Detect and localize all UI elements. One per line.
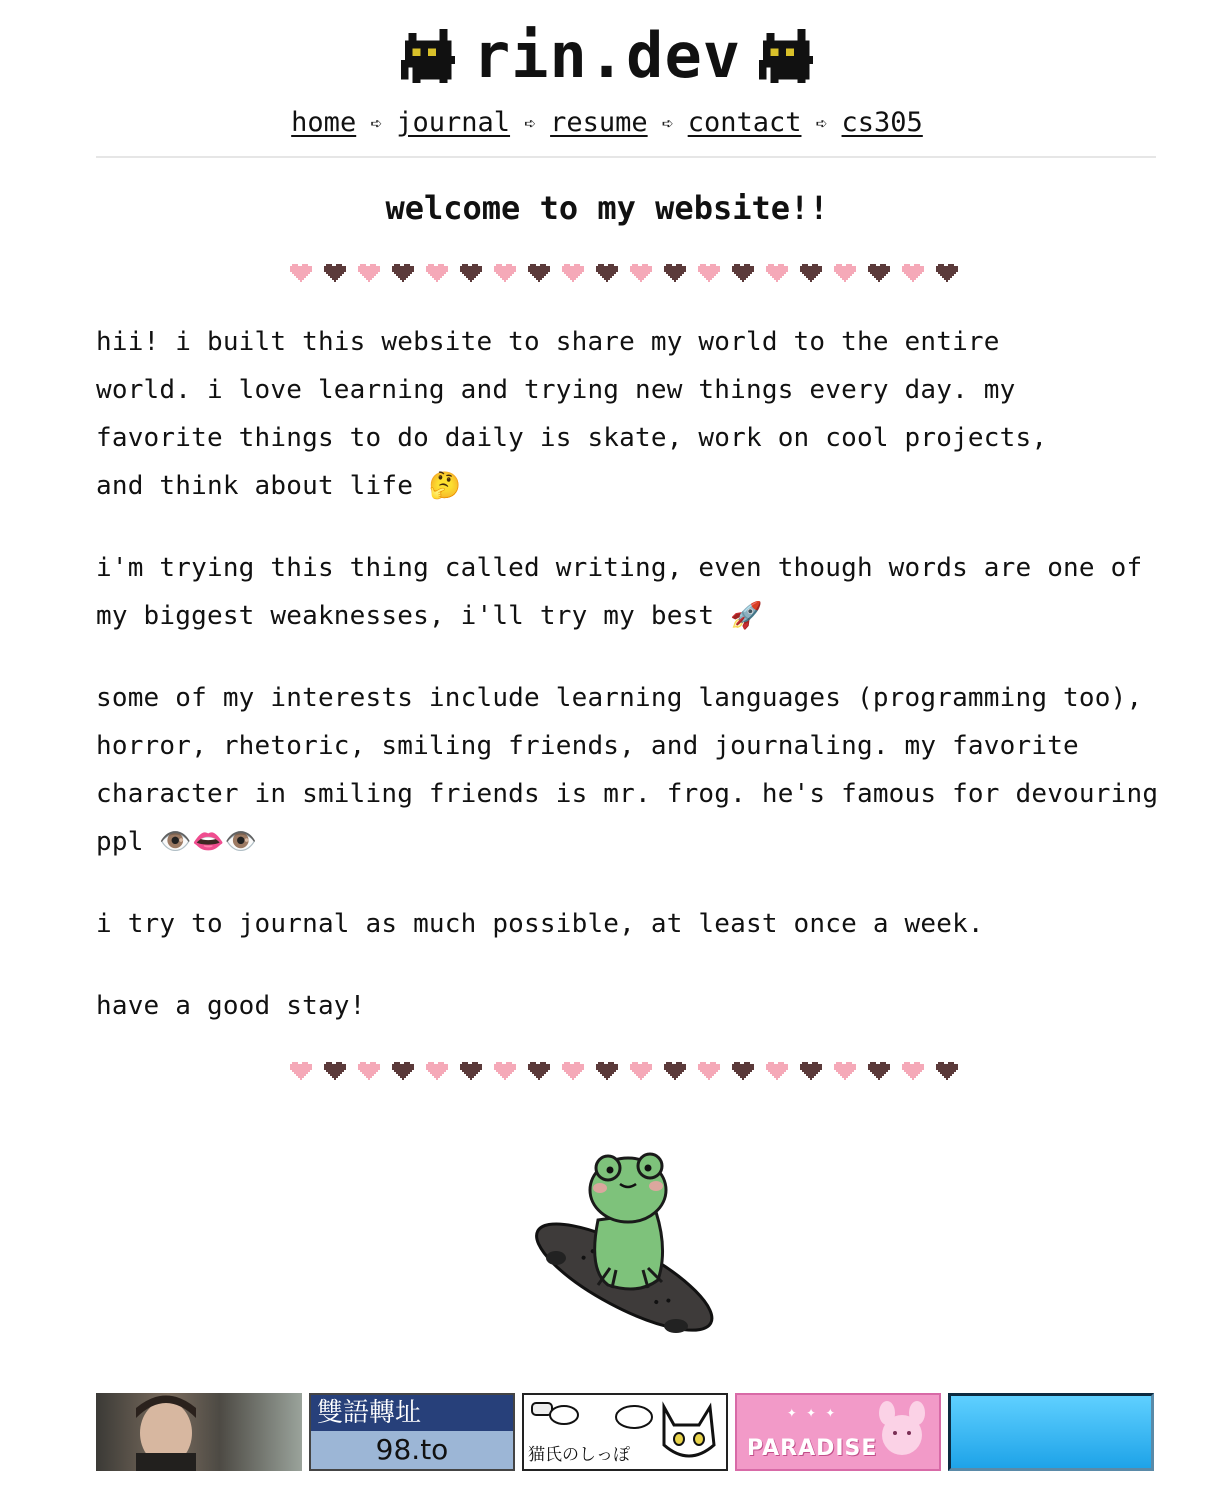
pixel-heart-icon (426, 1062, 448, 1082)
pixel-heart-icon (426, 264, 448, 284)
pixel-heart-icon (562, 264, 584, 284)
pixel-heart-icon (732, 264, 754, 284)
nav-resume-link[interactable]: resume (550, 107, 648, 138)
pixel-heart-icon (392, 1062, 414, 1082)
frog-skateboard-image (528, 1150, 728, 1335)
nav-separator-icon: ➪ (524, 111, 537, 135)
intro-paragraph: some of my interests include learning languages (programming too), horror, rhetoric, smiling friends, and journaling. my favorite character in smiling friends is mr. frog. he's famous for devouring ppl 👁️👄👁️ (96, 683, 1159, 857)
pixel-heart-icon (460, 264, 482, 284)
pixel-heart-icon (562, 1062, 584, 1082)
badge-paradise-caption: PARADISE (747, 1436, 878, 1461)
pixel-heart-icon (868, 1062, 890, 1082)
pixel-heart-icon (800, 264, 822, 284)
pixel-heart-icon (290, 264, 312, 284)
pixel-heart-icon (528, 264, 550, 284)
pixel-heart-icon (698, 1062, 720, 1082)
main-nav (0, 106, 1214, 140)
pixel-heart-icon (902, 1062, 924, 1082)
intro-content (96, 318, 1166, 1064)
header-divider (96, 156, 1156, 158)
pixel-heart-icon (834, 264, 856, 284)
pixel-heart-icon (528, 1062, 550, 1082)
black-cat-icon (397, 25, 459, 87)
badge-buttons-row (96, 1393, 1156, 1473)
pixel-heart-icon (358, 1062, 380, 1082)
pixel-heart-icon (494, 264, 516, 284)
nav-separator-icon: ➪ (661, 111, 674, 135)
pixel-heart-icon (392, 264, 414, 284)
site-header (0, 18, 1214, 94)
pixel-heart-icon (698, 264, 720, 284)
site-title: rin.dev (472, 19, 742, 92)
nav-home-link[interactable]: home (291, 107, 357, 138)
pixel-heart-icon (630, 1062, 652, 1082)
black-cat-icon (755, 25, 817, 87)
pixel-heart-icon (460, 1062, 482, 1082)
pixel-heart-icon (596, 264, 618, 284)
badge-98to-bottom-text: 98.to (375, 1433, 449, 1466)
intro-paragraph: i'm trying this thing called writing, even though words are one of my biggest weaknesses, i'll try my best 🚀 (96, 553, 1143, 631)
pixel-heart-icon (868, 264, 890, 284)
nav-cs305-link[interactable]: cs305 (841, 107, 923, 138)
pixel-heart-icon (596, 1062, 618, 1082)
pixel-heart-icon (324, 264, 346, 284)
heart-divider-top (290, 264, 960, 288)
intro-paragraph: i try to journal as much possible, at least once a week. (96, 909, 984, 939)
nav-journal-link[interactable]: journal (396, 107, 511, 138)
pixel-heart-icon (902, 264, 924, 284)
pixel-heart-icon (800, 1062, 822, 1082)
pixel-heart-icon (358, 264, 380, 284)
pixel-heart-icon (936, 1062, 958, 1082)
pixel-heart-icon (732, 1062, 754, 1082)
svg-text:✦ ✦ ✦: ✦ ✦ ✦ (787, 1402, 836, 1421)
nav-separator-icon: ➪ (370, 111, 383, 135)
nav-contact-link[interactable]: contact (687, 107, 802, 138)
pixel-heart-icon (766, 1062, 788, 1082)
pixel-heart-icon (664, 264, 686, 284)
badge-button-photo[interactable] (96, 1393, 302, 1471)
person-photo-icon (96, 1393, 302, 1471)
badge-98to-top-text: 雙語轉址 (311, 1395, 513, 1431)
badge-button-cat[interactable] (522, 1393, 728, 1471)
nav-separator-icon: ➪ (815, 111, 828, 135)
pixel-heart-icon (290, 1062, 312, 1082)
pixel-heart-icon (324, 1062, 346, 1082)
intro-paragraph: hii! i built this website to share my world to the entire world. i love learning and trying new things every day. my favorite things to do daily is skate, work on cool projects, and think about life 🤔 (96, 327, 1048, 501)
badge-button-blue[interactable] (948, 1393, 1154, 1471)
pixel-heart-icon (766, 264, 788, 284)
badge-button-98to[interactable] (309, 1393, 515, 1471)
badge-button-paradise[interactable] (735, 1393, 941, 1471)
badge-cat-caption: 猫氏のしっぽ (528, 1445, 630, 1465)
pixel-heart-icon (630, 264, 652, 284)
intro-paragraph: have a good stay! (96, 991, 366, 1021)
pixel-heart-icon (494, 1062, 516, 1082)
pixel-heart-icon (936, 264, 958, 284)
heart-divider-bottom (290, 1062, 960, 1086)
pixel-heart-icon (834, 1062, 856, 1082)
page-heading: welcome to my website!! (385, 189, 829, 227)
pixel-heart-icon (664, 1062, 686, 1082)
